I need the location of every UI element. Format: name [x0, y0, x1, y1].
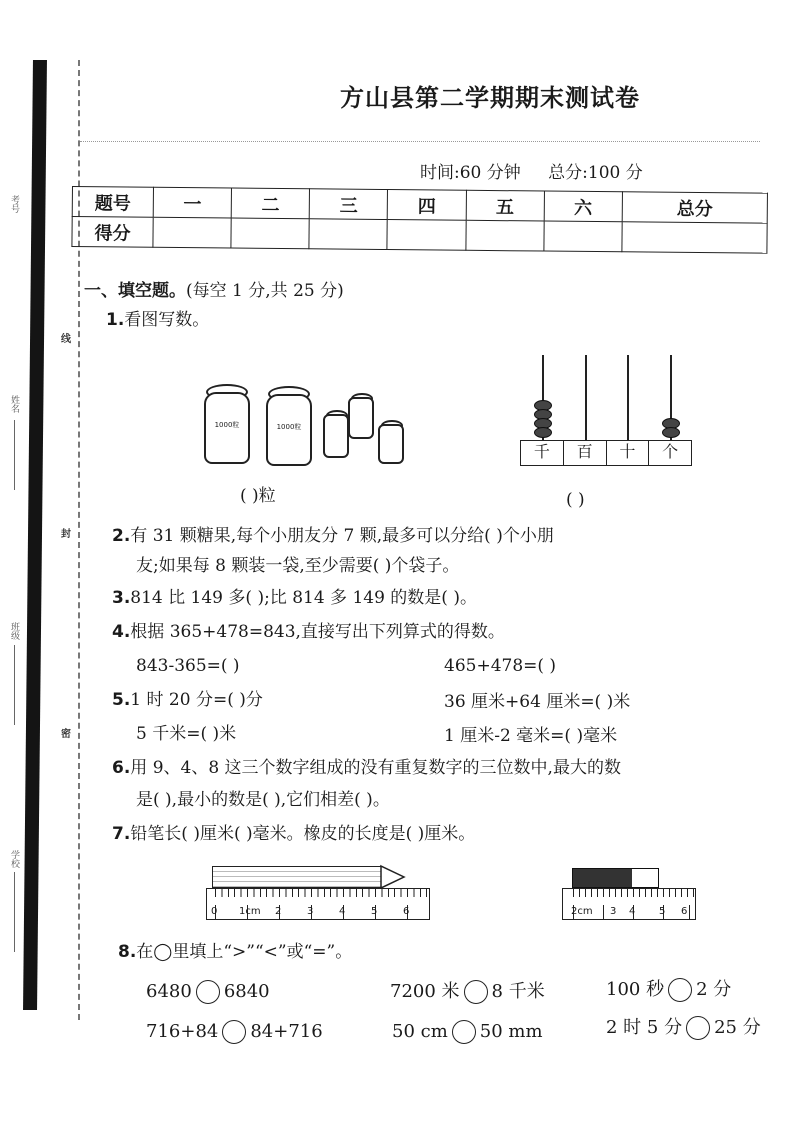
section-note: (每空 1 分,共 25 分)	[186, 281, 344, 301]
score-table-col: 三	[309, 189, 387, 220]
question-text: 铅笔长( )厘米( )毫米。橡皮的长度是( )厘米。	[130, 824, 476, 844]
compare-right: 50 mm	[479, 1021, 543, 1042]
side-field-exam-number: 考号	[9, 195, 19, 213]
ruler-number: 6	[681, 906, 688, 917]
side-blank-line-name	[14, 420, 15, 490]
score-table-col: 一	[153, 187, 231, 218]
question-text: 用 9、4、8 这三个数字组成的没有重复数字的三位数中,最大的数	[130, 758, 621, 778]
ruler-number: 3	[610, 906, 617, 917]
ruler-1	[206, 888, 430, 920]
section-title: 一、填空题。	[84, 281, 186, 301]
abacus-bead	[662, 427, 680, 438]
ruler-number: 2cm	[571, 906, 593, 917]
pencil-icon	[212, 866, 383, 888]
ruler-number: 2	[275, 906, 282, 917]
compare-circle[interactable]	[464, 980, 488, 1004]
abacus-bead	[534, 427, 552, 438]
question-text: 看图写数。	[124, 310, 210, 330]
question-5-b: 36 厘米+64 厘米=( )米	[444, 692, 631, 712]
compare-right: 8 千米	[491, 981, 545, 1002]
ruler-tick	[689, 905, 690, 919]
ruler-number: 4	[629, 906, 636, 917]
score-cell[interactable]	[544, 221, 622, 252]
exam-title: 方山县第二学期期末测试卷	[340, 84, 640, 112]
ruler-2	[562, 888, 696, 920]
score-table-score-label: 得分	[72, 217, 153, 248]
question-4	[112, 620, 505, 644]
question-number: 1.	[106, 310, 125, 330]
small-jar-icon	[348, 397, 374, 439]
ruler-number: 3	[307, 906, 314, 917]
question-text: 814 比 149 多( );比 814 多 149 的数是( )。	[130, 588, 477, 608]
score-table-col: 总分	[622, 192, 767, 223]
compare-item	[390, 980, 545, 1004]
abacus-rod-tens	[627, 355, 629, 440]
compare-right: 6840	[223, 981, 270, 1002]
side-mark-line: 线	[61, 334, 71, 345]
question-number: 3.	[112, 588, 131, 608]
compare-left: 7200 米	[390, 981, 460, 1002]
score-cell[interactable]	[465, 220, 543, 251]
question-5-c: 5 千米=( )米	[136, 724, 237, 744]
compare-left: 100 秒	[606, 979, 665, 1000]
section-heading	[84, 276, 344, 301]
question-6-line-1	[112, 756, 621, 780]
eraser-sleeve-icon	[572, 868, 634, 888]
compare-circle[interactable]	[196, 980, 220, 1004]
q1-answer-left[interactable]: ( )粒	[240, 486, 276, 506]
question-number: 2.	[112, 526, 131, 546]
compare-item	[146, 980, 270, 1004]
q4-expression-right: 465+478=( )	[444, 656, 557, 676]
ruler-minor-ticks	[215, 889, 429, 897]
abacus-label-thousands: 千	[521, 441, 564, 465]
title-divider	[80, 141, 760, 142]
compare-left: 50 cm	[392, 1021, 448, 1042]
question-7	[112, 822, 475, 846]
score-table-col: 四	[388, 190, 466, 221]
large-jar-icon	[266, 394, 312, 466]
compare-left: 716+84	[146, 1021, 219, 1042]
question-number: 5.	[112, 690, 131, 710]
question-text: 1 时 20 分=( )分	[130, 690, 263, 710]
abacus-place-labels	[520, 440, 692, 466]
small-jar-icon	[323, 414, 349, 458]
abacus-label-ones: 个	[662, 442, 679, 461]
score-table-header-label: 题号	[72, 187, 153, 218]
ruler-number: 4	[339, 906, 346, 917]
binding-bar	[23, 60, 47, 1010]
score-table	[71, 186, 768, 254]
compare-circle[interactable]	[668, 978, 692, 1002]
score-cell[interactable]	[309, 219, 387, 250]
exam-time: 时间:60 分钟	[420, 163, 521, 183]
compare-right: 25 分	[714, 1017, 761, 1038]
ruler-tick	[603, 905, 604, 919]
ruler-number: 6	[403, 906, 410, 917]
ruler-number: 5	[371, 906, 378, 917]
question-3	[112, 586, 477, 610]
score-cell[interactable]	[231, 218, 309, 249]
score-table-col: 五	[466, 190, 544, 221]
question-number: 7.	[112, 824, 131, 844]
question-number: 4.	[112, 622, 131, 642]
question-text: 在◯里填上“>”“<”或“=”。	[136, 942, 353, 962]
side-blank-line-school	[14, 872, 15, 952]
ruler-number: 5	[659, 906, 666, 917]
question-number: 6.	[112, 758, 131, 778]
question-2-line-1	[112, 524, 554, 548]
question-number: 8.	[118, 942, 137, 962]
question-text: 有 31 颗糖果,每个小朋友分 7 颗,最多可以分给( )个小朋	[130, 526, 554, 546]
question-1	[106, 308, 209, 332]
score-table-col: 六	[544, 191, 622, 222]
side-blank-line-class	[14, 645, 15, 725]
score-cell[interactable]	[622, 222, 767, 253]
ruler-number: 0	[211, 906, 218, 917]
side-mark-seal: 封	[61, 529, 71, 540]
compare-right: 2 分	[696, 979, 732, 1000]
question-6-line-2: 是( ),最小的数是( ),它们相差( )。	[136, 790, 390, 810]
compare-left: 2 时 5 分	[606, 1017, 683, 1038]
question-text: 根据 365+478=843,直接写出下列算式的得数。	[130, 622, 505, 642]
score-cell[interactable]	[153, 217, 231, 248]
side-field-school: 学校	[9, 850, 19, 868]
large-jar-icon	[204, 392, 250, 464]
compare-circle[interactable]	[452, 1020, 476, 1044]
compare-circle[interactable]	[222, 1020, 246, 1044]
ruler-minor-ticks	[573, 889, 695, 897]
side-field-class: 班级	[9, 622, 19, 640]
compare-item	[146, 1020, 323, 1044]
compare-item	[606, 1016, 761, 1040]
jar-label: 1000粒	[276, 423, 302, 431]
abacus-label-tens: 十	[607, 441, 650, 465]
side-field-name: 姓名	[9, 395, 19, 413]
abacus-rod-hundreds	[585, 355, 587, 440]
compare-circle[interactable]	[686, 1016, 710, 1040]
question-5-a	[112, 688, 263, 712]
q4-expression-left: 843-365=( )	[136, 656, 240, 676]
compare-item	[606, 978, 731, 1002]
score-cell[interactable]	[387, 220, 465, 251]
exam-total: 总分:100 分	[548, 163, 643, 183]
ruler-number: 1cm	[239, 906, 261, 917]
q1-answer-right[interactable]: ( )	[566, 490, 585, 510]
side-mark-secret: 密	[61, 729, 71, 740]
compare-right: 84+716	[250, 1021, 323, 1042]
abacus-label-hundreds: 百	[564, 441, 607, 465]
question-8	[118, 940, 352, 964]
compare-item	[392, 1020, 543, 1044]
score-table-row-scores	[72, 217, 767, 254]
exam-info	[420, 158, 665, 183]
compare-left: 6480	[146, 981, 192, 1002]
jar-label: 1000粒	[214, 421, 240, 429]
question-5-d: 1 厘米-2 毫米=( )毫米	[444, 726, 618, 746]
score-table-col: 二	[231, 188, 309, 219]
small-jar-icon	[378, 424, 404, 464]
question-2-line-2: 友;如果每 8 颗装一袋,至少需要( )个袋子。	[136, 556, 460, 576]
eraser-icon	[632, 868, 659, 888]
pencil-tip-icon	[380, 864, 406, 890]
